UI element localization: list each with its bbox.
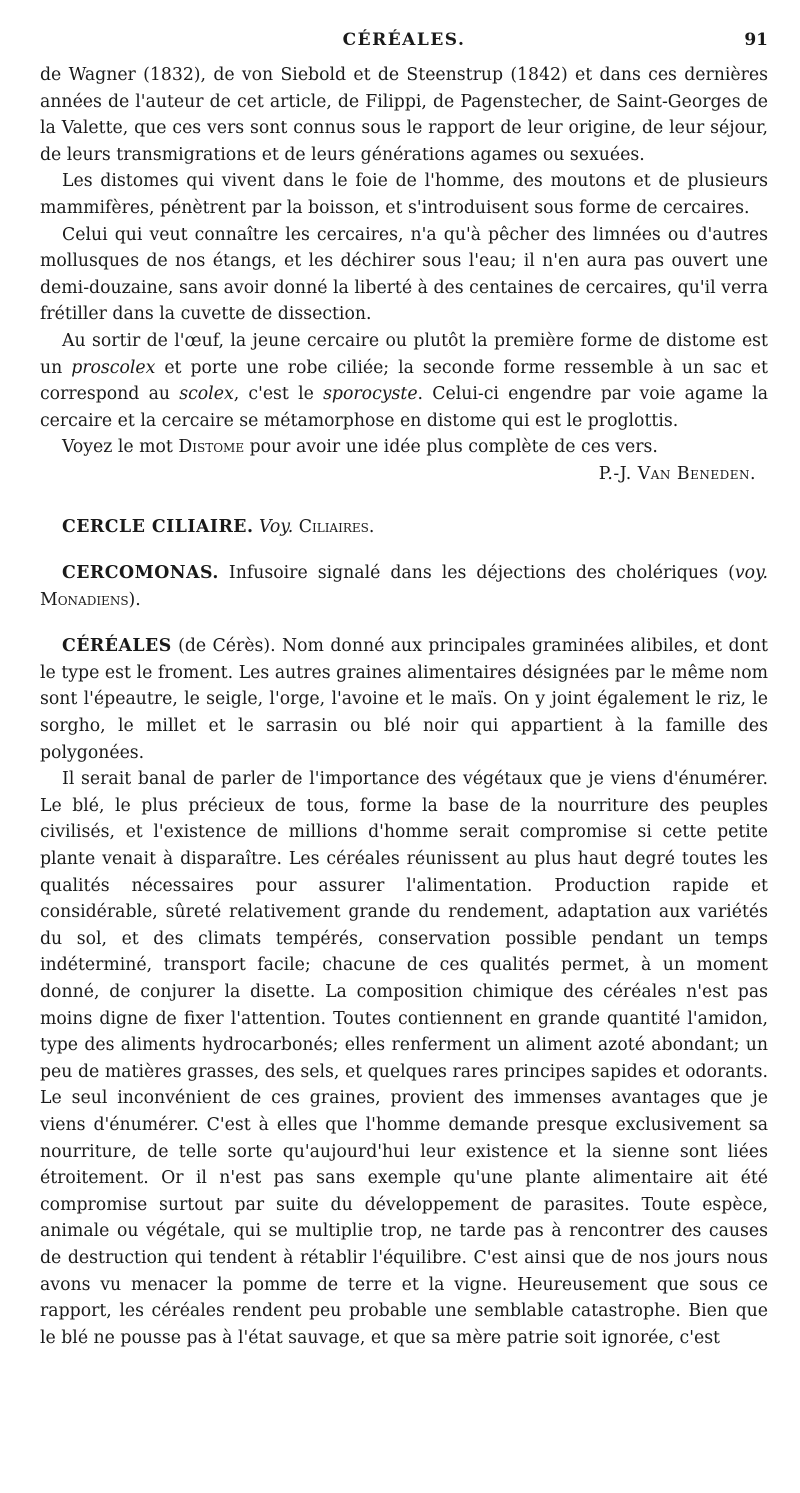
cross-reference-monadiens: Monadiens (40, 589, 129, 610)
page-header (40, 30, 768, 56)
page-body (40, 62, 768, 1351)
entry-cercle-ciliaire: CERCLE CILIAIRE. Voy. Ciliaires. (62, 516, 375, 537)
cross-reference-distome: Distome (178, 437, 245, 458)
page-number: 91 (744, 30, 768, 50)
paragraph-importance: Il serait banal de parler de l'importance des végétaux que je viens d'énumérer. Le blé, le plus précieux de tous, forme la base de la nourriture des peuples civilisés, et l'existence de millions d'homme serait compromise si cette petite plante venait à disparaître. Les céréales réunissent au plus haut degré toutes les qualités nécessaires pour assurer l'alimentation. Production rapide et considérable, sûreté relativement grande du rendement, adaptation aux variétés du sol, et des climats tempérés, conservation possible pendant un temps indéterminé, transport facile; chacune de ces qualités permet, à un moment donné, de conjurer la disette. La composition chimique des céréales n'est pas moins digne de fixer l'attention. Toutes contiennent en grande quantité l'amidon, type des aliments hydrocarbonés; elles renferment un aliment azoté abondant; un peu de matières grasses, des sels, et quelques rares principes sapides et odorants. Le seul inconvénient de ces graines, provient des immenses avantages que je viens d'énumérer. C'est à elles que l'homme demande presque exclusivement sa nourriture, de telle sorte qu'aujourd'hui leur existence et la sienne sont liées étroitement. Or il n'est pas sans exemple qu'une plante alimentaire ait été compromise surtout par suite du développement de parasites. Toute espèce, animale ou végétale, qui se multiplie trop, ne tarde pas à rencontrer des causes de destruction qui tendent à rétablir l'équilibre. C'est ainsi que de nos jours nous avons vu menacer la pomme de terre et la vigne. Heureusement que sous ce rapport, les céréales rendent peu probable une semblable catastrophe. Bien que le blé ne pousse pas à l'état sauvage, et que sa mère patrie soit ignorée, c'est (40, 769, 768, 1348)
paragraph-see-also: Voyez le mot Distome pour avoir une idée plus complète de ces vers. (62, 437, 658, 458)
paragraph-distomes: Les distomes qui vivent dans le foie de l'homme, des moutons et de plusieurs mammifères, pénètrent par la boisson, et s'introduisent sous forme de cercaires. (40, 171, 768, 218)
paragraph-cercaires: Celui qui veut connaître les cercaires, n'a qu'à pêcher des limnées ou d'autres mollusques de nos étangs, et les déchirer sous l'eau; il n'en aura pas ouvert une demi-douzaine, sans avoir donné la liberté à des centaines de cercaires, qu'il verra frétiller dans la cuvette de dissection. (40, 224, 768, 325)
term-scolex: scolex (179, 384, 234, 405)
paragraph-metamorphose: Au sortir de l'œuf, la jeune cercaire ou plutôt la première forme de distome est un proscolex et porte une robe ciliée; la seconde forme ressemble à un sac et correspond au scolex, c'est le sporocyste. Celui-ci engendre par voie agame la cercaire et la cercaire se métamorphose en distome qui est le proglottis. (40, 330, 769, 431)
cross-reference-ciliaires: Ciliaires. (298, 516, 375, 537)
running-title: CÉRÉALES. (342, 30, 466, 50)
entry-cereales: CÉRÉALES (de Cérès). Nom donné aux principales graminées alibiles, et dont le type est le froment. Les autres graines alimentaires désignées par le même nom sont l'épeautre, le seigle, l'orge, l'avoine et le maïs. On y joint également le riz, le sorgho, le millet et le sarrasin ou blé noir qui appartient à la famille des polygonées. (40, 636, 768, 763)
entry-cercomonas: CERCOMONAS. Infusoire signalé dans les déjections des cholériques (voy. Monadiens). (40, 563, 768, 610)
entry-term: CERCLE CILIAIRE. (62, 516, 254, 537)
term-sporocyste: sporocyste (323, 384, 418, 405)
paragraph-continued: de Wagner (1832), de von Siebold et de Steenstrup (1842) et dans ces dernières années de l'auteur de cet article, de Filippi, de Pagenstecher, de Saint-Georges de la Valette, que ces vers sont connus sous le rapport de leur origine, de leur séjour, de leurs transmigrations et de leurs générations agames ou sexuées. (40, 65, 768, 165)
entry-term: CÉRÉALES (62, 636, 172, 657)
entry-term: CERCOMONAS. (62, 563, 219, 584)
author-signature: P.-J. Van Beneden. (598, 463, 756, 484)
term-proscolex: proscolex (71, 357, 156, 378)
